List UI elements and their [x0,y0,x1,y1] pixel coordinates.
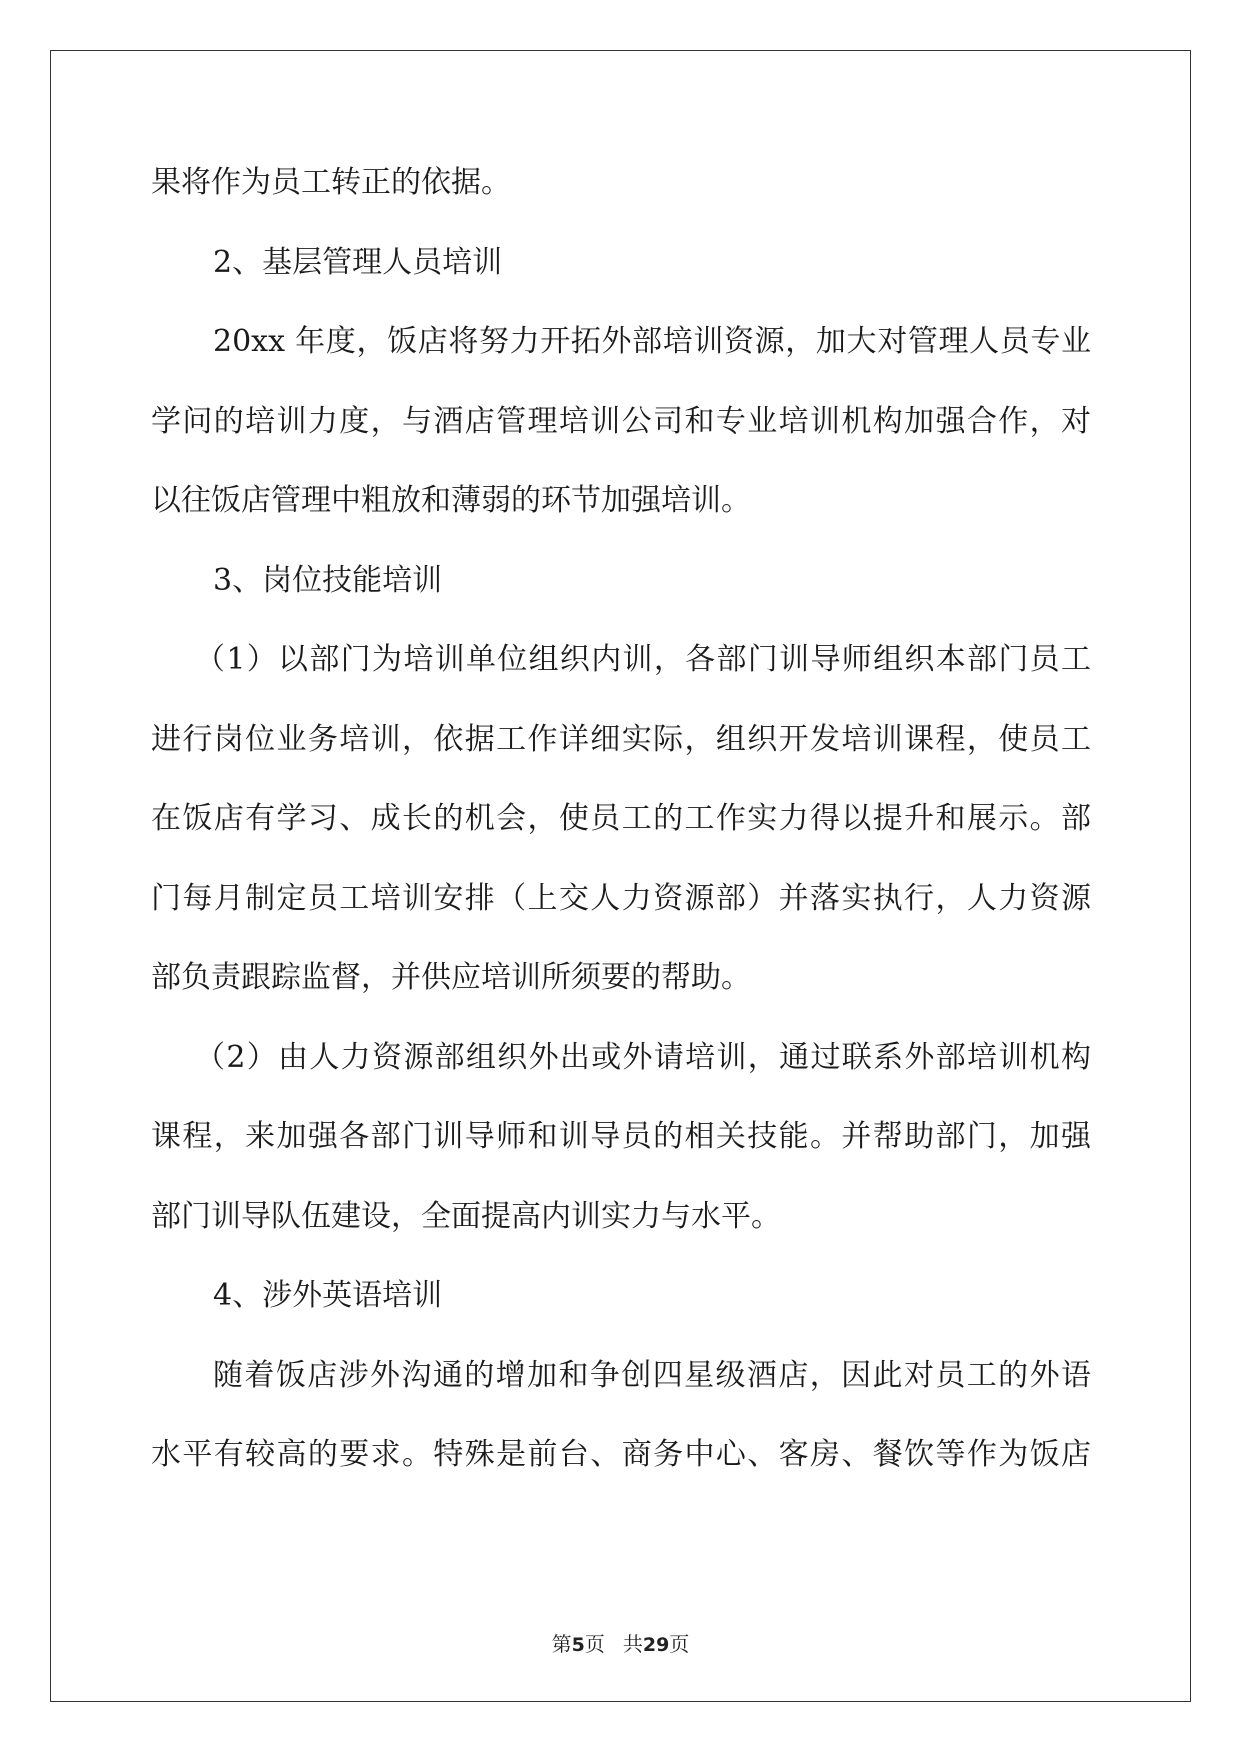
paragraph-line: 果将作为员工转正的依据。 [151,165,511,200]
total-prefix: 共 [622,1632,643,1656]
paragraph-line: 门每月制定员工培训安排（上交人力资源部）并落实执行，人力资源 [151,880,1091,916]
page-number: 5 [571,1634,585,1656]
paragraph-line: 以往饭店管理中粗放和薄弱的环节加强培训。 [151,483,751,518]
page-suffix: 页 [584,1632,605,1656]
paragraph-line: 学问的培训力度，与酒店管理培训公司和专业培训机构加强合作，对 [151,403,1091,439]
paragraph-line: 进行岗位业务培训，依据工作详细实际，组织开发培训课程，使员工 [151,721,1091,757]
paragraph-line: 水平有较高的要求。特殊是前台、商务中心、客房、餐饮等作为饭店 [151,1437,1091,1472]
section-heading: 2、基层管理人员培训 [213,244,503,280]
paragraph-line: 20xx 年度，饭店将努力开拓外部培训资源，加大对管理人员专业 [213,324,1091,359]
page-footer [0,1628,1241,1657]
paragraph-line: 课程，来加强各部门训导师和训导员的相关技能。并帮助部门，加强 [151,1119,1091,1154]
paragraph-line: 随着饭店涉外沟通的增加和争创四星级酒店，因此对员工的外语 [213,1357,1091,1393]
paragraph-line: （2）由人力资源部组织外出或外请培训，通过联系外部培训机构 [195,1039,1091,1075]
section-heading: 3、岗位技能培训 [213,562,443,598]
paragraph-line: 在饭店有学习、成长的机会，使员工的工作实力得以提升和展示。部 [151,801,1091,836]
document-body [151,165,1091,1517]
total-pages: 29 [642,1634,670,1656]
paragraph-line: 部负责跟踪监督，并供应培训所须要的帮助。 [151,960,751,995]
page-prefix: 第 [551,1632,572,1656]
paragraph-line: （1）以部门为培训单位组织内训，各部门训导师组织本部门员工 [195,642,1091,677]
total-suffix: 页 [669,1632,690,1656]
section-heading: 4、涉外英语培训 [213,1278,443,1313]
paragraph-line: 部门训导队伍建设，全面提高内训实力与水平。 [151,1198,781,1234]
